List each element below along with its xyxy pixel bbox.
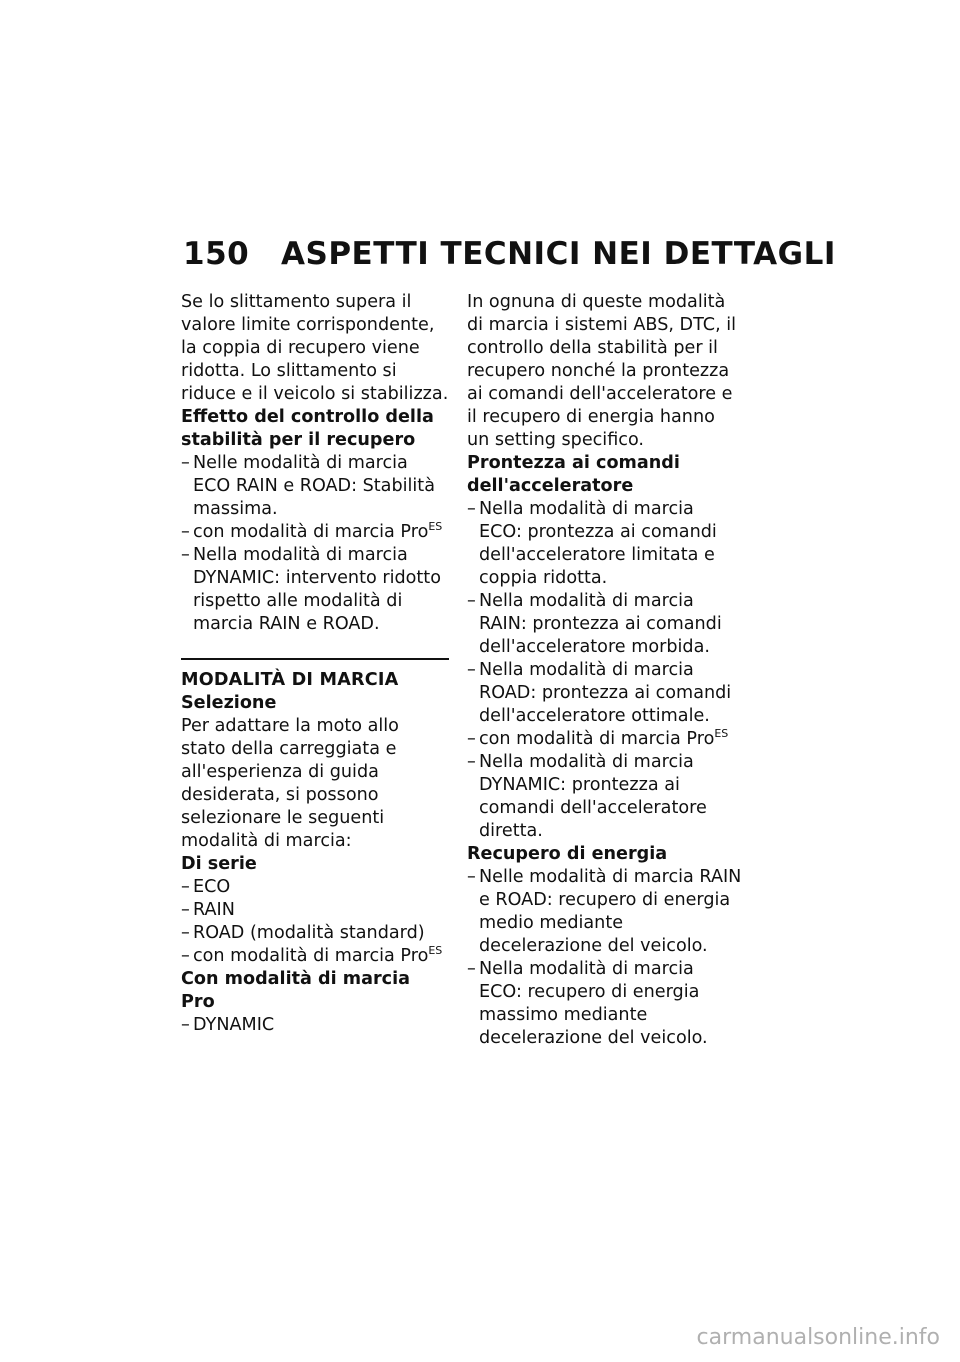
- list-item: – ROAD (modalità standard): [181, 923, 425, 943]
- selection-text: Per adattare la moto allo stato della carreggiata e all'esperienza di guida desiderata, si possono selezionare le seguenti modalità di marcia:: [181, 716, 399, 851]
- pro-option-line: – con modalità di marcia Pro$^{ES}$: [467, 727, 729, 749]
- section-divider: [181, 658, 449, 660]
- list-item: – Nella modalità di marcia ROAD: prontezza ai comandi dell'acceleratore ottimale.: [467, 660, 732, 726]
- list-item: – Nelle modalità di marcia RAIN e ROAD: recupero di energia medio mediante decelerazione del veicolo.: [467, 867, 742, 956]
- right-column: [467, 291, 742, 1050]
- list-item: – DYNAMIC: [181, 1015, 275, 1035]
- page-title: ASPETTI TECNICI NEI DETTAGLI: [281, 236, 836, 272]
- list-item: – Nella modalità di marcia ECO: prontezza ai comandi dell'acceleratore limitata e coppia ridotta.: [467, 499, 717, 588]
- es-superscript: ES: [428, 520, 443, 533]
- list-item: – Nelle modalità di marcia ECO RAIN e ROAD: Stabilità massima.: [181, 453, 435, 519]
- list-item: – Nella modalità di marcia ECO: recupero di energia massimo mediante decelerazione del veicolo.: [467, 959, 708, 1048]
- page-header: [183, 236, 836, 272]
- left-column: [181, 291, 449, 1037]
- list-item: – RAIN: [181, 900, 235, 920]
- section-title: MODALITÀ DI MARCIA: [181, 670, 399, 690]
- modes-intro-text: In ognuna di queste modalità di marcia i sistemi ABS, DTC, il controllo della stabilità per il recupero nonché la prontezza ai comandi dell'acceleratore e il recupero di energia hanno un setting specifico.: [467, 292, 737, 450]
- standard-heading: Di serie: [181, 854, 257, 874]
- page-number: 150: [183, 236, 250, 272]
- recovery-heading: Recupero di energia: [467, 844, 668, 864]
- stability-heading: Effetto del controllo della stabilità per il recupero: [181, 407, 434, 450]
- watermark: carmanualsonline.info: [696, 1325, 940, 1350]
- list-item: – Nella modalità di marcia DYNAMIC: prontezza ai comandi dell'acceleratore diretta.: [467, 752, 707, 841]
- list-item: – Nella modalità di marcia DYNAMIC: intervento ridotto rispetto alle modalità di marcia RAIN e ROAD.: [181, 545, 441, 634]
- pro-heading: Con modalità di marcia Pro: [181, 969, 410, 1012]
- pro-option-line: – con modalità di marcia Pro$^{ES}$: [181, 944, 443, 966]
- es-superscript: ES: [714, 727, 729, 740]
- es-superscript: ES: [428, 944, 443, 957]
- list-item: – ECO: [181, 877, 231, 897]
- throttle-heading: Prontezza ai comandi dell'acceleratore: [467, 453, 680, 496]
- slip-intro-text: Se lo slittamento supera il valore limite corrispondente, la coppia di recupero viene ridotta. Lo slittamento si riduce e il veicolo si stabilizza.: [181, 292, 449, 404]
- list-item: – Nella modalità di marcia RAIN: prontezza ai comandi dell'acceleratore morbida.: [467, 591, 722, 657]
- selection-heading: Selezione: [181, 693, 277, 713]
- pro-option-line: – con modalità di marcia Pro$^{ES}$: [181, 520, 443, 542]
